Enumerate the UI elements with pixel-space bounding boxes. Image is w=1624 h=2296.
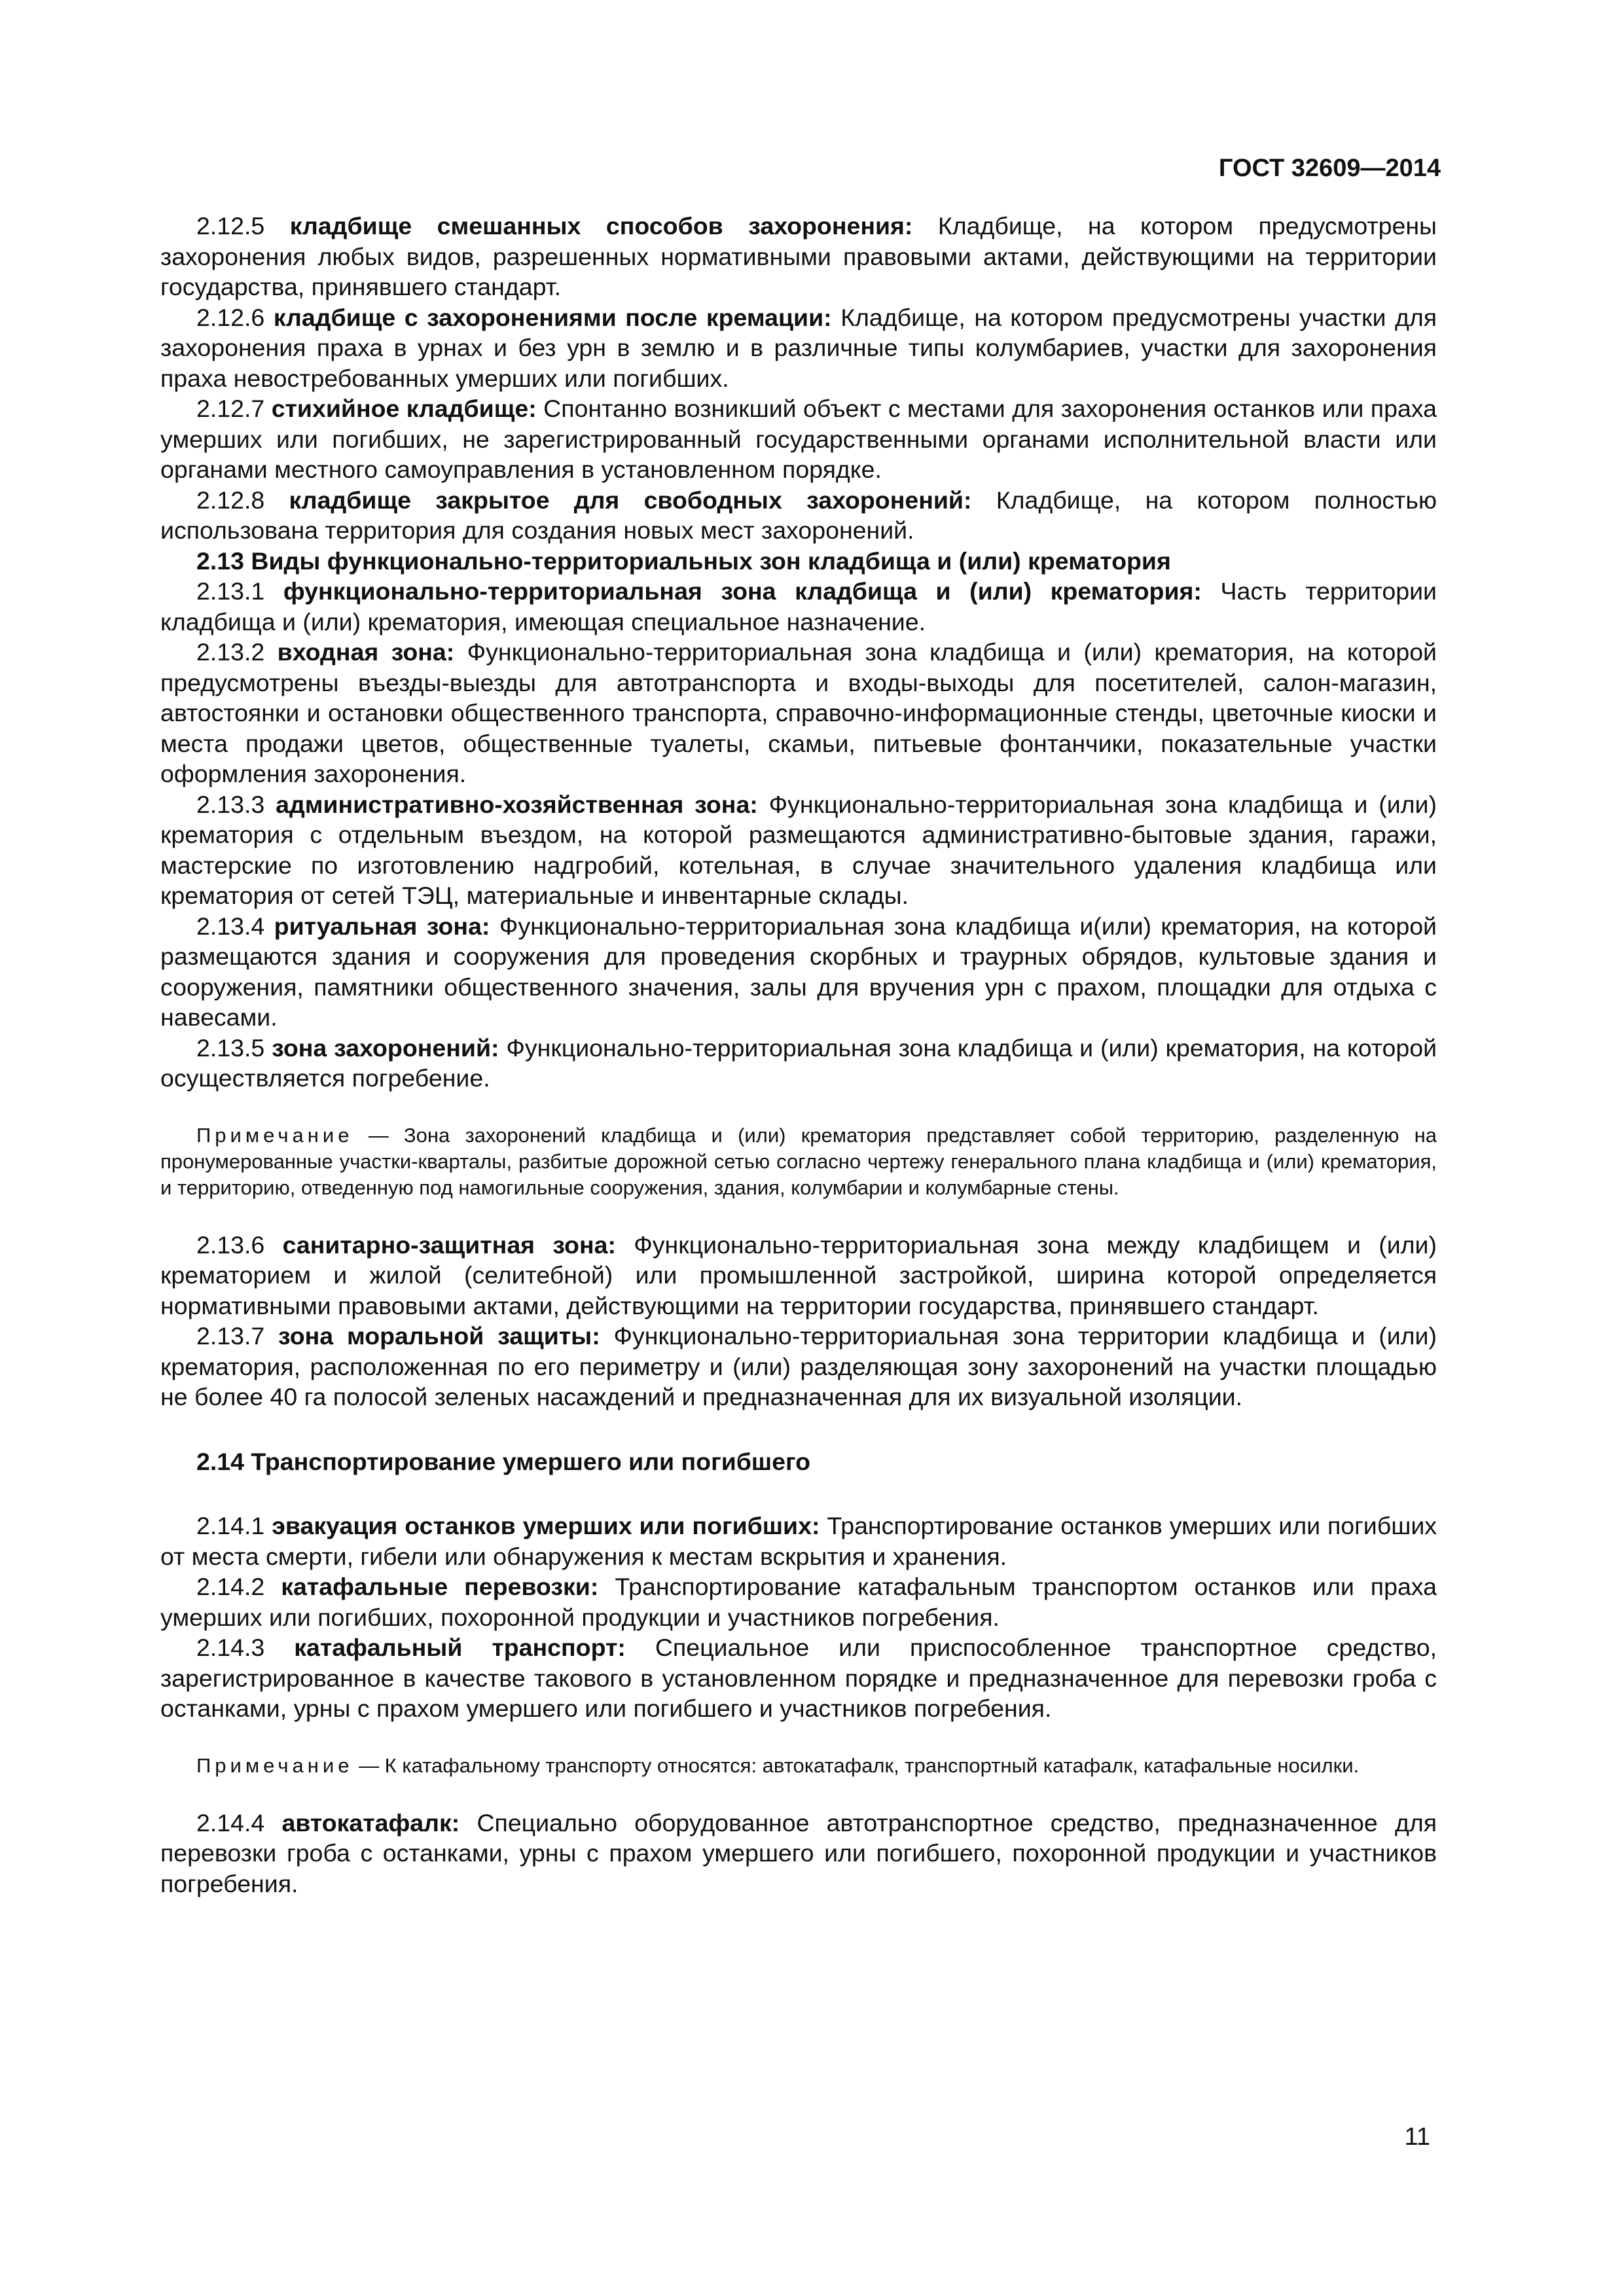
definition-text: Функционально-территориальная зона кладбища и (или) крематория, на которой предусмотрены въезды-выезды для автотранспорта и входы-выходы для посетителей, салон-магазин, автостоянки и остановки общественного транспорта, справочно-информационные стенды, цветочные киоски и места продажи цветов, общественные туалеты, скамьи, питьевые фонтанчики, показательные участки оформления захоронения. — [160, 638, 1437, 787]
section-heading-2-13: 2.13 Виды функционально-территориальных зон кладбища и (или) крематория — [196, 547, 1171, 575]
definition-term: эвакуация останков умерших или погибших: — [272, 1512, 820, 1539]
definition-2-13-4 — [160, 911, 1437, 1033]
definition-2-14-3 — [160, 1632, 1437, 1724]
definition-number: 2.13.6 — [196, 1230, 265, 1259]
definition-text: Кладбище, на котором предусмотрены захоронения любых видов, разрешенных нормативными правовыми актами, действующими на территории государства, принявшего стандарт. — [160, 212, 1437, 300]
definition-text: Функционально-территориальная зона кладбища и(или) крематория, на которой размещаются здания и сооружения для проведения скорбных и траурных обрядов, культовые здания и сооружения, памятники общественного значения, залы для вручения урн с прахом, площадки для отдыха с навесами. — [160, 912, 1437, 1031]
definition-term: ритуальная зона: — [274, 912, 490, 940]
definition-2-13-6 — [160, 1230, 1437, 1321]
definition-number: 2.14.2 — [196, 1573, 265, 1600]
definition-term: катафальные перевозки: — [281, 1573, 599, 1600]
document-id: ГОСТ 32609—2014 — [1218, 154, 1441, 182]
definition-term: катафальный транспорт: — [294, 1634, 626, 1661]
definition-text: Функционально-территориальная зона территории кладбища и (или) крематория, расположенная по его периметру и (или) разделяющая зону захоронений на участки площадью не более 40 га полосой зеленых насаждений и предназначенная для их визуальной изоляции. — [160, 1322, 1437, 1410]
definition-term: административно-хозяйственная зона: — [276, 790, 758, 818]
definition-text: Специальное или приспособленное транспортное средство, зарегистрированное в качестве такового в установленном порядке и предназначенное для перевозки гроба с останками, урны с прахом умершего или погибшего и участников погребения. — [160, 1634, 1437, 1722]
definition-term: санитарно-защитная зона: — [282, 1230, 616, 1259]
definition-term: автокатафалк: — [281, 1808, 460, 1837]
definition-number: 2.13.7 — [196, 1322, 265, 1350]
definition-text: Функционально-территориальная зона кладбища и (или) крематория, на которой осуществляется погребение. — [160, 1033, 1437, 1092]
definition-number: 2.12.8 — [196, 486, 265, 514]
definition-2-12-6 — [160, 302, 1437, 394]
note-label: Примечание — [196, 1753, 353, 1777]
definition-term: кладбище смешанных способов захоронения: — [289, 212, 913, 240]
note-burial-zone — [160, 1122, 1437, 1201]
definition-text: Транспортирование останков умерших или погибших от места смерти, гибели или обнаружения к местам вскрытия и хранения. — [160, 1512, 1437, 1570]
definition-term: функционально-территориальная зона кладбища и (или) крематория: — [283, 577, 1202, 605]
definition-number: 2.13.3 — [196, 790, 265, 818]
definition-term: стихийное кладбище: — [271, 395, 537, 422]
definition-number: 2.12.6 — [196, 303, 265, 331]
definition-number: 2.13.4 — [196, 912, 265, 940]
section-heading-2-14: 2.14 Транспортирование умершего или погибшего — [196, 1447, 811, 1475]
document-body — [160, 211, 1437, 1899]
note-label: Примечание — [196, 1123, 353, 1147]
definition-number: 2.13.2 — [196, 638, 265, 666]
definition-text: Кладбище, на котором полностью использована территория для создания новых мест захоронений. — [160, 486, 1437, 544]
definition-text: Кладбище, на котором предусмотрены участки для захоронения праха в урнах и без урн в землю и в различные типы колумбариев, участки для захоронения праха невостребованных умерших или погибших. — [160, 303, 1437, 392]
definition-term: зона захоронений: — [272, 1033, 499, 1062]
definition-2-13-5 — [160, 1033, 1437, 1094]
definition-text: Функционально-территориальная зона между кладбищем и (или) крематорием и жилой (селитебной) или промышленной застройкой, ширина которой определяется нормативными правовыми актами, действующими на территории государства, принявшего стандарт. — [160, 1230, 1437, 1319]
definition-2-12-5 — [160, 211, 1437, 302]
definition-2-13-2 — [160, 637, 1437, 789]
definition-number: 2.12.7 — [196, 395, 265, 422]
definition-2-14-4 — [160, 1808, 1437, 1899]
definition-text: Транспортирование катафальным транспортом останков или праха умерших или погибших, похоронной продукции и участников погребения. — [160, 1573, 1437, 1631]
page-number: 11 — [1404, 2123, 1430, 2151]
note-text: — К катафальному транспорту относятся: автокатафалк, транспортный катафалк, катафальные носилки. — [359, 1753, 1360, 1777]
definition-term: кладбище с захоронениями после кремации: — [273, 303, 832, 331]
definition-term: кладбище закрытое для свободных захоронений: — [289, 486, 972, 514]
definition-term: входная зона: — [277, 638, 455, 666]
definition-2-14-2 — [160, 1571, 1437, 1632]
definition-number: 2.13.1 — [196, 577, 265, 605]
definition-term: зона моральной защиты: — [278, 1322, 600, 1350]
definition-2-14-1 — [160, 1511, 1437, 1571]
definition-number: 2.12.5 — [196, 212, 265, 240]
definition-number: 2.14.1 — [196, 1512, 265, 1539]
definition-2-12-7 — [160, 393, 1437, 485]
definition-text: Часть территории кладбища и (или) крематория, имеющая специальное назначение. — [160, 577, 1437, 636]
definition-number: 2.13.5 — [196, 1033, 265, 1062]
definition-2-13-3 — [160, 789, 1437, 911]
definition-2-13-1 — [160, 576, 1437, 637]
definition-text: Функционально-территориальная зона кладбища и (или) крематория с отдельным въездом, на которой размещаются административно-бытовые здания, гаражи, мастерские по изготовлению надгробий, котельная, в случае значительного удаления кладбища или крематория от сетей ТЭЦ, материальные и инвентарные склады. — [160, 790, 1437, 909]
definition-number: 2.14.3 — [196, 1634, 265, 1661]
note-text: — Зона захоронений кладбища и (или) крематория представляет собой территорию, разделенную на пронумерованные участки-кварталы, разбитые дорожной сетью согласно чертежу генерального плана кладбища и (или) крематория, и территорию, отведенную под намогильные сооружения, здания, колумбарии и колумбарные стены. — [160, 1123, 1437, 1199]
note-hearse-transport — [160, 1753, 1437, 1779]
definition-2-13-7 — [160, 1321, 1437, 1412]
definition-text: Спонтанно возникший объект с местами для захоронения останков или праха умерших или погибших, не зарегистрированный государственными органами исполнительной власти или органами местного самоуправления в установленном порядке. — [160, 395, 1437, 483]
definition-2-12-8 — [160, 485, 1437, 546]
definition-number: 2.14.4 — [196, 1808, 265, 1837]
definition-text: Специально оборудованное автотранспортное средство, предназначенное для перевозки гроба с останками, урны с прахом умершего или погибшего, похоронной продукции и участников погребения. — [160, 1808, 1437, 1897]
